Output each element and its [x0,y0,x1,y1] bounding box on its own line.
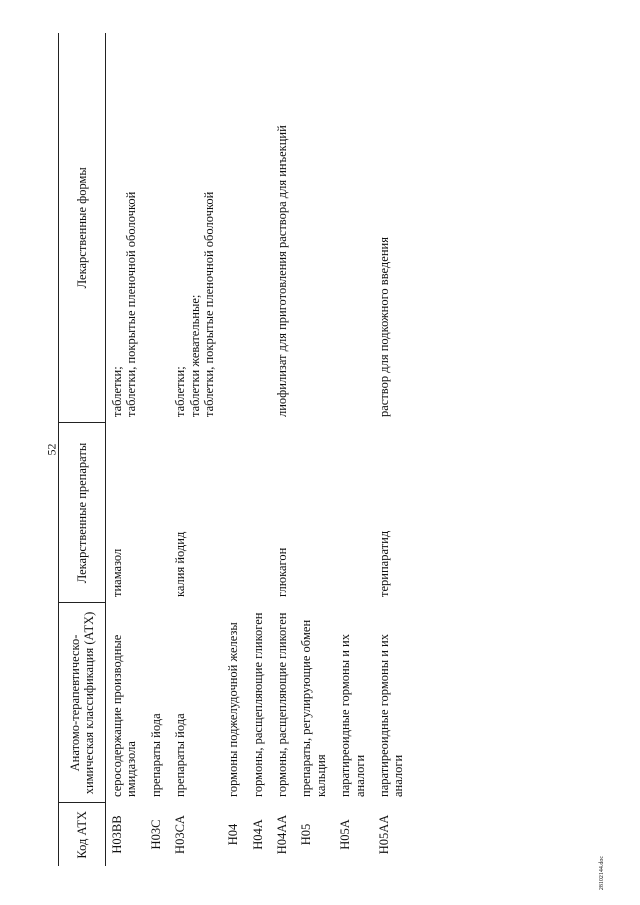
atc-classification: препараты йода [173,713,188,797]
table-row [222,33,246,866]
dosage-form-line: таблетки; [110,366,124,417]
atc-classification: гормоны, расщепляющие гликоген [250,612,265,797]
atc-code: H04A [250,819,265,850]
drug-name: терипаратид [376,530,391,597]
header-drugs: Лекарственные препараты [59,423,106,603]
atc-code: H05A [338,819,353,850]
header-code: Код АТХ [59,803,106,866]
table-row [106,33,145,866]
atc-code: H05 [299,823,314,846]
drug-name [145,423,169,603]
table-row [169,33,222,866]
atc-classification: паратиреоидные гормоны и их аналоги [376,634,406,797]
drug-name: тиамазол [110,548,124,597]
atc-classification: серосодержащие производные имидазола [110,634,139,797]
atc-classification: препараты йода [148,713,163,797]
dosage-forms [169,33,222,423]
rotated-table-area [58,33,624,866]
dosage-form-line: таблетки жевательные; [187,294,202,417]
dosage-forms [222,33,246,423]
atc-classification: гормоны, расщепляющие гликоген [275,612,289,797]
dosage-forms [106,33,145,423]
footer-doc-name: 28102144.doc [599,855,605,891]
dosage-form-line: лиофилизат для приготовления раствора для инъекций [275,125,289,417]
table-row [271,33,295,866]
atc-classification: паратиреоидные гормоны и их аналоги [338,634,367,797]
drug-name [247,423,271,603]
atc-code: H03CA [173,815,188,854]
dosage-forms [373,33,412,423]
dosage-form-line: таблетки; [173,366,188,417]
dosage-forms [145,33,169,423]
atc-classification: гормоны поджелудочной железы [226,622,241,797]
header-forms: Лекарственные формы [59,33,106,423]
atc-drug-table [58,33,412,866]
table-row [247,33,271,866]
atc-code: H03BB [110,815,124,854]
dosage-forms [295,33,334,423]
atc-code: H04 [226,823,241,846]
table-row [145,33,169,866]
drug-name: калия йодид [173,531,188,597]
atc-code: H04AA [275,814,289,855]
atc-classification: препараты, регулирующие обмен кальция [299,619,328,797]
dosage-forms [334,33,373,423]
drug-name [222,423,246,603]
drug-name [334,423,373,603]
header-classification: Анатомо-терапевтическо-химическая классификация (АТХ) [59,603,106,803]
drug-name: глюкагон [275,547,289,597]
drug-name [295,423,334,603]
table-container [58,33,624,866]
dosage-forms [271,33,295,423]
dosage-form-line: таблетки, покрытые пленочной оболочкой [124,191,139,417]
dosage-forms [247,33,271,423]
table-row [334,33,373,866]
dosage-form-line: таблетки, покрытые пленочной оболочкой [201,191,216,417]
page-number: 52 [44,443,59,456]
table-row [295,33,334,866]
atc-code: H05AA [376,814,391,855]
table-row [373,33,412,866]
table-header-row [59,33,106,866]
dosage-form-line: раствор для подкожного введения [376,237,391,417]
atc-code: H03C [148,819,163,850]
